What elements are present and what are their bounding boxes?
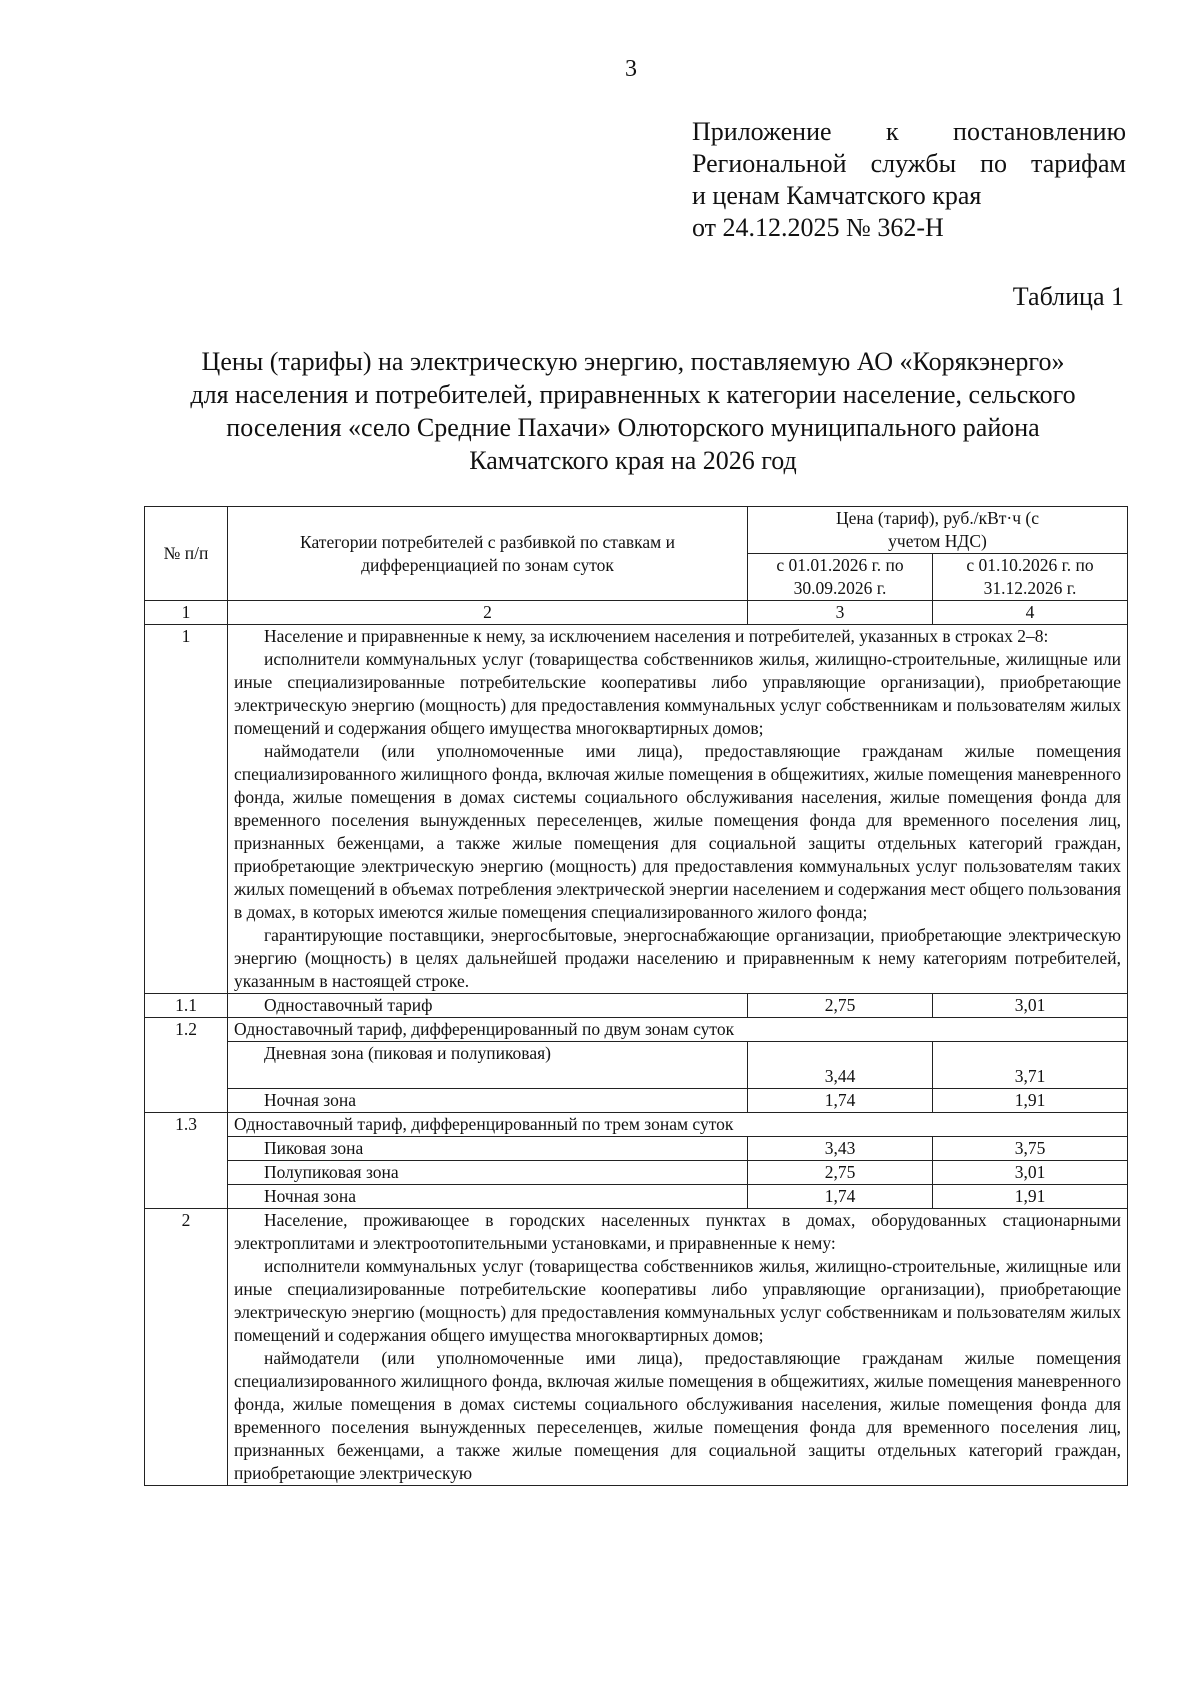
row-number: 1.1 xyxy=(145,994,228,1018)
price-period-2: 3,75 xyxy=(933,1137,1128,1161)
page-number: 3 xyxy=(625,56,637,82)
column-index: 2 xyxy=(228,601,748,625)
row-label: Одноставочный тариф, дифференцированный по двум зонам суток xyxy=(228,1018,1128,1042)
table-row xyxy=(145,1113,1128,1137)
row-description xyxy=(228,625,1128,994)
price-period-2: 1,91 xyxy=(933,1089,1128,1113)
price-period-1: 3,43 xyxy=(748,1137,933,1161)
table-row xyxy=(145,994,1128,1018)
table-row xyxy=(145,1209,1128,1486)
price-period-1: 3,44 xyxy=(748,1042,933,1089)
row-number: 1 xyxy=(145,625,228,994)
appendix-line: и ценам Камчатского края xyxy=(692,181,982,210)
column-index-row xyxy=(145,601,1128,625)
row-description xyxy=(228,1209,1128,1486)
header-category: Категории потребителей с разбивкой по ставкам и дифференциацией по зонам суток xyxy=(228,507,748,601)
paragraph: гарантирующие поставщики, энергосбытовые, энергоснабжающие организации, приобретающие электрическую энергию (мощность) в целях дальнейшей продажи населению и приравненным к нему категориям потребителей, указанным в настоящей строке. xyxy=(234,925,1121,991)
zone-label: Полупиковая зона xyxy=(228,1161,748,1185)
price-period-1: 1,74 xyxy=(748,1185,933,1209)
price-period-2: 3,01 xyxy=(933,1161,1128,1185)
header-period-2: с 01.10.2026 г. по 31.12.2026 г. xyxy=(933,554,1128,601)
paragraph: исполнители коммунальных услуг (товарищества собственников жилья, жилищно-строительные, жилищные или иные специализированные потребительские кооперативы либо управляющие организации), приобретающие электрическую энергию (мощность) для предоставления коммунальных услуг собственникам и пользователям жилых помещений и содержания общего имущества многоквартирных домов; xyxy=(234,1256,1121,1345)
paragraph: наймодатели (или уполномоченные ими лица), предоставляющие гражданам жилые помещения специализированного жилищного фонда, включая жилые помещения в общежитиях, жилые помещения маневренного фонда, жилые помещения в домах системы социального обслуживания населения, жилые помещения фонда для временного поселения вынужденных переселенцев, жилые помещения фонда для временного поселения лиц, признанных беженцами, а также жилые помещения для социальной защиты отдельных категорий граждан, приобретающие электрическую xyxy=(234,1348,1121,1483)
table-label: Таблица 1 xyxy=(1012,282,1124,311)
title-line: Цены (тарифы) на электрическую энергию, поставляемую АО «Корякэнерго» xyxy=(201,347,1065,376)
paragraph: наймодатели (или уполномоченные ими лица), предоставляющие гражданам жилые помещения специализированного жилищного фонда, включая жилые помещения в общежитиях, жилые помещения маневренного фонда, жилые помещения в домах системы социального обслуживания населения, жилые помещения фонда для временного поселения вынужденных переселенцев, жилые помещения фонда для временного поселения лиц, признанных беженцами, а также жилые помещения для социальной защиты отдельных категорий граждан, приобретающие электрическую энергию (мощность) для предоставления коммунальных услуг пользователям таких жилых помещений в объемах потребления электрической энергии населением и содержания мест общего пользования в домах, в которых имеются жилые помещения специализированного жилого фонда; xyxy=(234,741,1121,922)
appendix-line: Региональной службы по тарифам xyxy=(692,149,1126,178)
table-row xyxy=(145,1042,1128,1089)
appendix-line: от 24.12.2025 № 362-Н xyxy=(692,213,944,242)
price-period-1: 2,75 xyxy=(748,994,933,1018)
row-label: Одноставочный тариф xyxy=(228,994,748,1018)
price-period-1: 1,74 xyxy=(748,1089,933,1113)
header-price: Цена (тариф), руб./кВт·ч (с учетом НДС) xyxy=(748,507,1128,554)
zone-label: Ночная зона xyxy=(228,1089,748,1113)
title-line: поселения «село Средние Пахачи» Олюторского муниципального района xyxy=(226,413,1040,442)
header-period-1: с 01.01.2026 г. по 30.09.2026 г. xyxy=(748,554,933,601)
header-num: № п/п xyxy=(145,507,228,601)
column-index: 1 xyxy=(145,601,228,625)
column-index: 4 xyxy=(933,601,1128,625)
paragraph: Население, проживающее в городских населенных пунктах в домах, оборудованных стационарными электроплитами и электроотопительными установками, и приравненные к нему: xyxy=(234,1210,1121,1253)
price-period-2: 3,01 xyxy=(933,994,1128,1018)
appendix-line: Приложение к постановлению xyxy=(692,117,1126,146)
table-row xyxy=(145,625,1128,994)
title-line: Камчатского края на 2026 год xyxy=(469,446,797,475)
row-label: Одноставочный тариф, дифференцированный по трем зонам суток xyxy=(228,1113,1128,1137)
zone-label: Дневная зона (пиковая и полупиковая) xyxy=(228,1042,748,1089)
zone-label: Ночная зона xyxy=(228,1185,748,1209)
row-number: 2 xyxy=(145,1209,228,1486)
price-period-2: 3,71 xyxy=(933,1042,1128,1089)
paragraph: исполнители коммунальных услуг (товарищества собственников жилья, жилищно-строительные, жилищные или иные специализированные потребительские кооперативы либо управляющие организации), приобретающие электрическую энергию (мощность) для предоставления коммунальных услуг собственникам и пользователям жилых помещений и содержания общего имущества многоквартирных домов; xyxy=(234,649,1121,738)
table-row xyxy=(145,1089,1128,1113)
paragraph: Население и приравненные к нему, за исключением населения и потребителей, указанных в строках 2–8: xyxy=(264,626,1049,646)
table-row xyxy=(145,1185,1128,1209)
row-number: 1.2 xyxy=(145,1018,228,1113)
price-period-1: 2,75 xyxy=(748,1161,933,1185)
appendix-block xyxy=(692,116,1126,244)
column-index: 3 xyxy=(748,601,933,625)
table-row xyxy=(145,1018,1128,1042)
row-number: 1.3 xyxy=(145,1113,228,1209)
title-line: для населения и потребителей, приравненных к категории население, сельского xyxy=(190,380,1076,409)
document-title xyxy=(140,345,1126,477)
table-row xyxy=(145,1161,1128,1185)
table-header-row xyxy=(145,507,1128,554)
price-period-2: 1,91 xyxy=(933,1185,1128,1209)
zone-label: Пиковая зона xyxy=(228,1137,748,1161)
table-row xyxy=(145,1137,1128,1161)
tariff-table xyxy=(144,506,1128,1486)
